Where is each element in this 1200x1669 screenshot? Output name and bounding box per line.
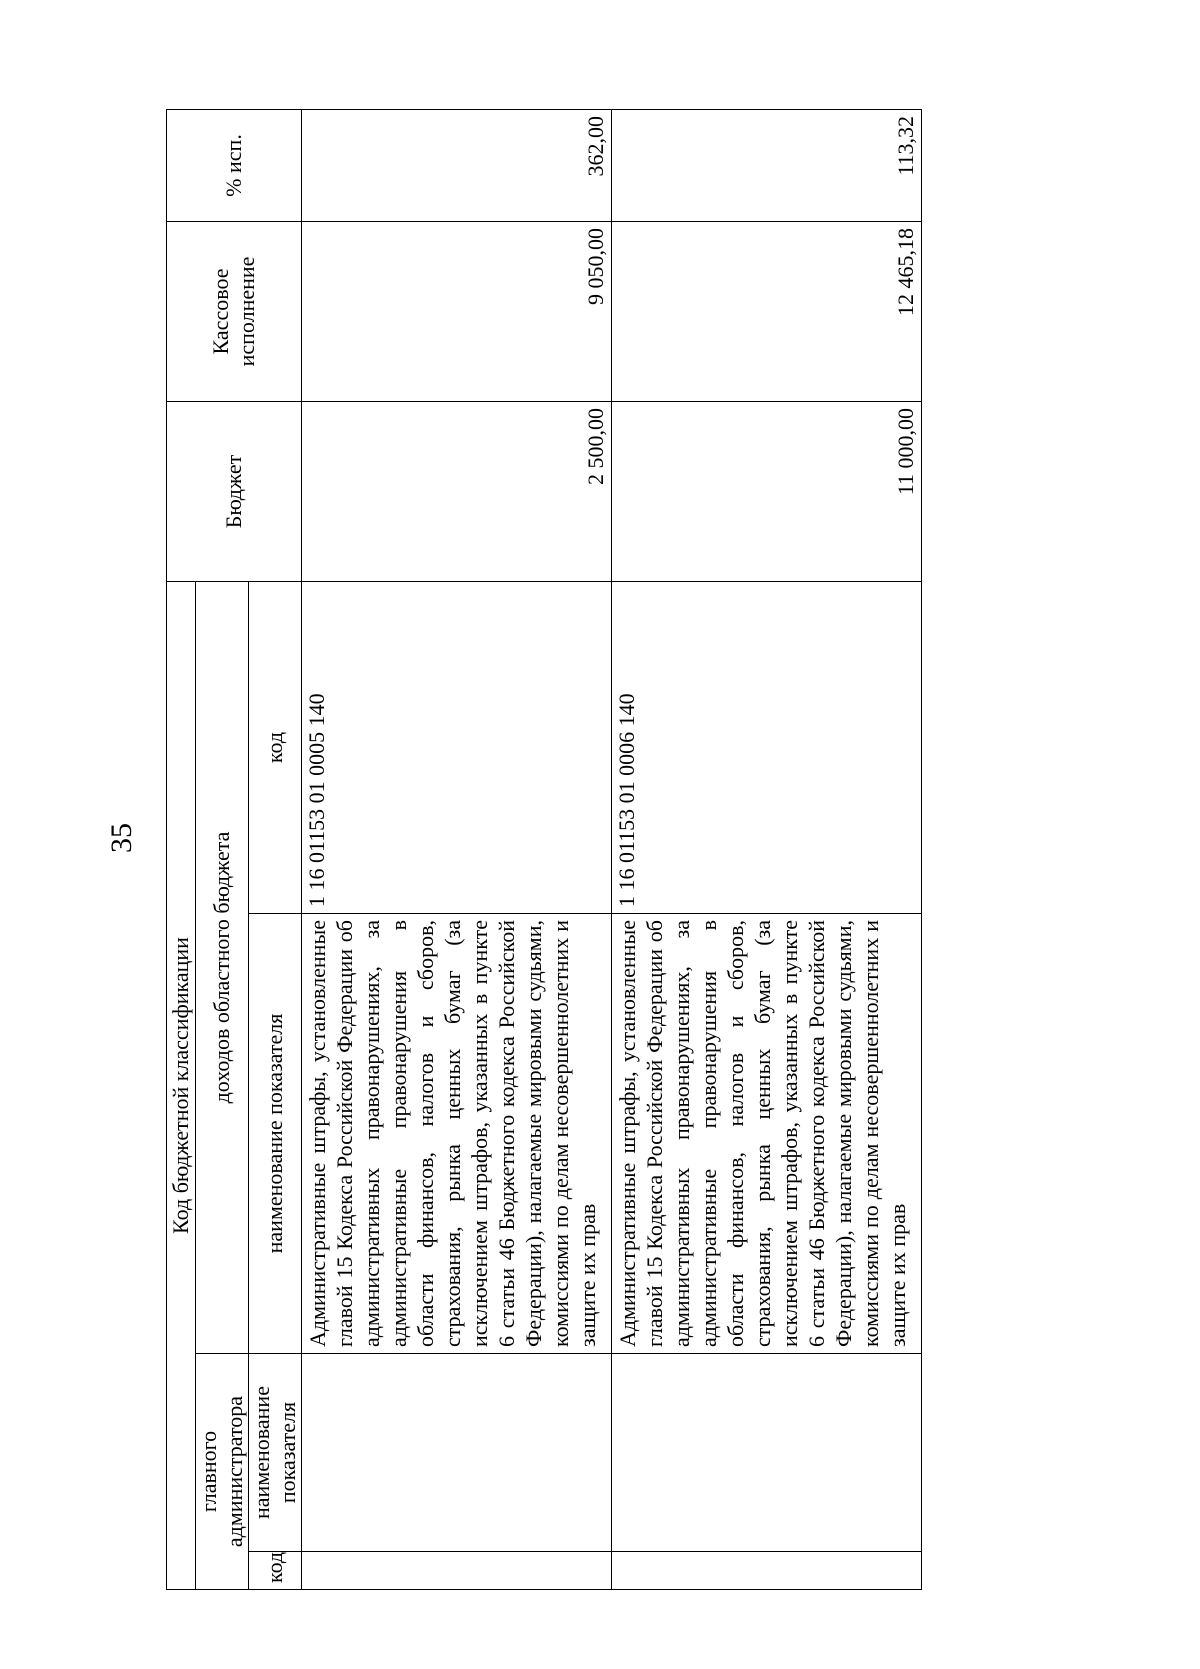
admin-name-cell bbox=[302, 1354, 612, 1552]
admin-code-cell bbox=[302, 1552, 612, 1590]
budget-table-container bbox=[166, 110, 1200, 1583]
header-chief-admin: главного администратора bbox=[196, 1354, 249, 1590]
budget-value: 11 000,00 bbox=[612, 401, 922, 581]
header-admin-name: наименование показателя bbox=[249, 1354, 302, 1552]
header-cash-execution: Кассовое исполнение bbox=[167, 221, 302, 401]
admin-code-cell bbox=[612, 1552, 922, 1590]
revenue-code: 1 16 01153 01 0006 140 bbox=[612, 581, 922, 913]
revenue-code: 1 16 01153 01 0005 140 bbox=[302, 581, 612, 913]
cash-execution-value: 9 050,00 bbox=[302, 221, 612, 401]
indicator-description: Административные штрафы, установленные главой 15 Кодекса Российской Федерации об административных правонарушениях, за административные правонарушения в области финансов, налогов и сборов, страхования, рынка ценных бумаг (за исключением штрафов, указанных в пункте 6 статьи 46 Бюджетного кодекса Российской Федерации), налагаемые мировыми судьями, комиссиями по делам несовершеннолетних и защите их прав bbox=[302, 914, 612, 1354]
admin-name-cell bbox=[612, 1354, 922, 1552]
indicator-description: Административные штрафы, установленные главой 15 Кодекса Российской Федерации об административных правонарушениях, за административные правонарушения в области финансов, налогов и сборов, страхования, рынка ценных бумаг (за исключением штрафов, указанных в пункте 6 статьи 46 Бюджетного кодекса Российской Федерации), налагаемые мировыми судьями, комиссиями по делам несовершеннолетних и защите их прав bbox=[612, 914, 922, 1354]
header-revenue-group: доходов областного бюджета bbox=[196, 581, 249, 1353]
header-revenue-code: код bbox=[249, 581, 302, 913]
header-admin-code: код bbox=[249, 1552, 302, 1590]
budget-classification-table bbox=[166, 109, 922, 1590]
header-classification: Код бюджетной классификации bbox=[167, 581, 196, 1589]
header-budget: Бюджет bbox=[167, 401, 302, 581]
header-percent: % исп. bbox=[167, 109, 302, 221]
header-indicator-name: наименование показателя bbox=[249, 914, 302, 1354]
table-row bbox=[302, 109, 612, 1589]
cash-execution-value: 12 465,18 bbox=[612, 221, 922, 401]
budget-table-rotated bbox=[166, 110, 946, 1590]
percent-value: 113,32 bbox=[612, 109, 922, 221]
page-number: 35 bbox=[105, 823, 138, 853]
percent-value: 362,00 bbox=[302, 109, 612, 221]
table-row bbox=[612, 109, 922, 1589]
budget-value: 2 500,00 bbox=[302, 401, 612, 581]
